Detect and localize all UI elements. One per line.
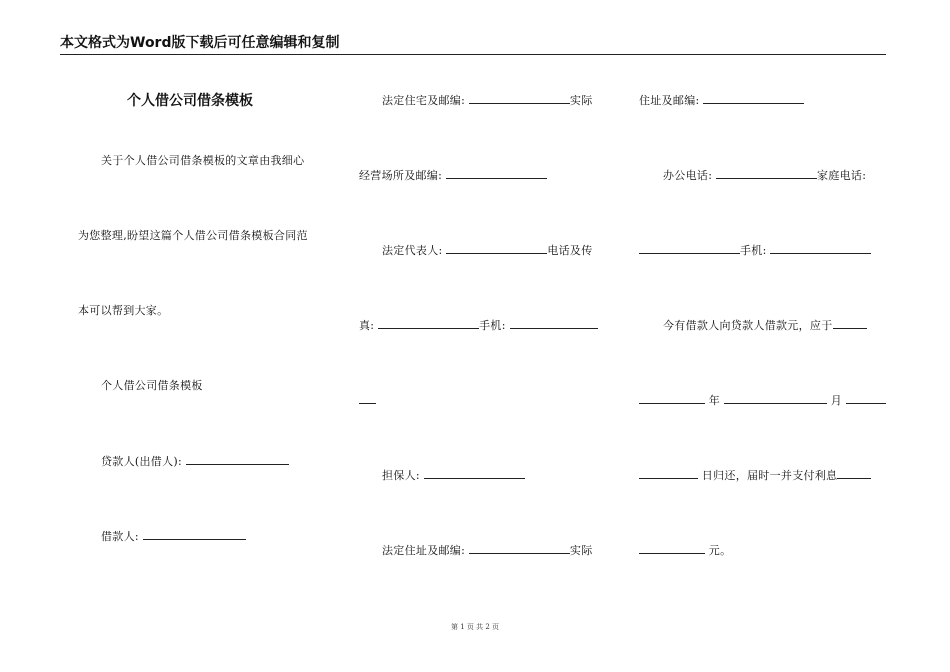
year-blank	[639, 393, 705, 404]
phone-fax-label: 电话及传	[547, 244, 593, 257]
month-label: 月	[826, 394, 846, 407]
amount-line	[639, 543, 731, 558]
business-address-line	[359, 168, 547, 183]
year-label: 年	[705, 394, 724, 407]
legal-rep-line	[382, 243, 593, 258]
loan-statement-blank	[833, 318, 867, 329]
actual-label: 实际	[569, 94, 593, 107]
interest-blank	[837, 468, 871, 479]
borrower-line	[101, 529, 246, 544]
guarantor-label: 担保人:	[382, 469, 424, 482]
date-line	[639, 393, 886, 408]
fax-blank	[378, 318, 479, 329]
address-line	[639, 93, 804, 108]
legal-residence-label: 法定住宅及邮编:	[382, 94, 469, 107]
business-address-label: 经营场所及邮编:	[359, 169, 446, 182]
business-address-blank	[446, 168, 547, 179]
lender-line	[101, 454, 289, 469]
office-phone-blank	[716, 168, 817, 179]
right-mobile-line	[639, 243, 871, 258]
amount-label: 元。	[705, 544, 732, 557]
legal-rep-blank	[446, 243, 547, 254]
mobile-blank	[510, 318, 598, 329]
legal-residence-blank	[469, 93, 570, 104]
legal-rep-label: 法定代表人:	[382, 244, 447, 257]
repay-day-blank	[639, 468, 698, 479]
continuation-line	[359, 393, 376, 408]
loan-statement: 今有借款人向贷款人借款元，应于	[663, 319, 833, 332]
subtitle: 个人借公司借条模板	[101, 379, 203, 392]
address-blank	[703, 93, 804, 104]
intro-line-1: 关于个人借公司借条模板的文章由我细心	[101, 154, 305, 167]
intro-line-2: 为您整理,盼望这篇个人借公司借条模板合同范	[78, 229, 308, 242]
fax-mobile-line	[359, 318, 598, 333]
right-mobile-label: 手机:	[740, 244, 771, 257]
repay-label: 日归还，届时一并支付利息	[698, 469, 838, 482]
right-lead-blank	[639, 243, 740, 254]
loan-statement-line	[663, 318, 867, 333]
intro-line-3: 本可以帮到大家。	[78, 304, 169, 317]
document-title: 个人借公司借条模板	[127, 93, 253, 109]
home-phone-label: 家庭电话:	[817, 169, 867, 182]
month-blank	[724, 393, 827, 404]
address-label: 住址及邮编:	[639, 94, 704, 107]
day-blank	[846, 393, 886, 404]
guarantor-blank	[424, 468, 525, 479]
lender-label: 贷款人(出借人):	[101, 455, 186, 468]
repay-line	[639, 468, 871, 483]
office-phone-label: 办公电话:	[663, 169, 717, 182]
page-footer: 第 1 页 共 2 页	[450, 623, 500, 631]
amount-blank	[639, 543, 705, 554]
document-banner: 本文格式为Word版下载后可任意编辑和复制	[60, 34, 886, 55]
legal-address-line	[382, 543, 593, 558]
legal-residence-line	[382, 93, 593, 108]
right-mobile-blank	[770, 243, 871, 254]
lender-blank	[186, 454, 289, 465]
fax-label: 真:	[359, 319, 379, 332]
legal-address-label: 法定住址及邮编:	[382, 544, 469, 557]
guarantor-line	[382, 468, 525, 483]
legal-address-blank	[469, 543, 570, 554]
phones-line	[663, 168, 866, 183]
borrower-label: 借款人:	[101, 530, 143, 543]
actual-label-2: 实际	[569, 544, 593, 557]
continuation-blank	[359, 393, 376, 404]
mobile-label: 手机:	[479, 319, 510, 332]
borrower-blank	[143, 529, 246, 540]
